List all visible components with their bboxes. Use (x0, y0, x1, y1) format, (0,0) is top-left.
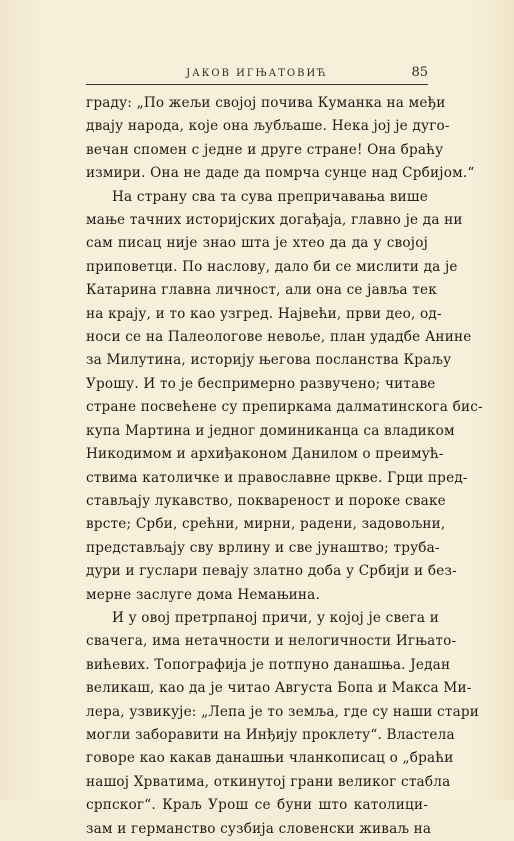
page-number: 85 (411, 65, 428, 80)
text-line: мање тачних историјских догађаја, главно је да ни (86, 212, 463, 229)
text-line: сам писац није знао шта је хтео да да у својој (86, 235, 428, 252)
text-line: двају народа, које она љубљаше. Нека јој је дуго- (86, 118, 450, 135)
text-line: На страну сва та сува препричавања више (112, 188, 428, 205)
text-line: И у овој претрпаној причи, у којој је свега и (112, 609, 439, 626)
paragraph-1 (86, 92, 475, 186)
text-line: српског“. Краљ Урош се буни што католици- (86, 797, 428, 814)
text-line: Катарина главна личност, али она се јавља тек (86, 282, 437, 299)
text-line: нашој Хрватима, откинутој грани великог стабла (86, 773, 451, 790)
paragraph-3 (86, 607, 480, 841)
text-line: зам и германство сузбија словенски живаљ на (86, 820, 432, 837)
text-line: великаш, као да је читао Августа Бопа и Макса Ми- (86, 680, 472, 697)
text-line: могли заборавити на Инђију проклету“. Властела (86, 726, 455, 743)
text-line: граду: „По жељи својој почива Куманка на међи (86, 95, 446, 111)
text-line: дури и гуслари певају златно доба у Србији и без- (86, 563, 457, 580)
text-line: говоре као какав данашњи чланкописац о „браћи (86, 750, 454, 767)
text-line: представљају сву врлину и све јунаштво; труба- (86, 539, 440, 556)
text-line: вечан спомен с једне и друге стране! Она браћу (86, 141, 444, 158)
text-line: свачега, има нетачности и нелогичности Игњато- (86, 633, 457, 650)
paragraph-2 (86, 186, 483, 607)
text-line: купа Мартина и једног доминиканца са владиком (86, 422, 455, 439)
page-body (86, 92, 483, 841)
text-line: на крају, и то као узгред. Највећи, први део, од- (86, 305, 442, 322)
text-line: врсте; Срби, срећни, мирни, радени, задовољни, (86, 516, 446, 533)
page-header (86, 56, 428, 85)
text-line: лера, узвикује: „Лепа је то земља, где су наши стари (86, 703, 480, 720)
text-line: носи се на Палеологове невоље, план удадбе Анине (86, 329, 472, 346)
running-title: ЈАКОВ ИГЊАТОВИЋ (186, 68, 328, 79)
text-line: вићевих. Топографија је потпуно данашња. Један (86, 656, 451, 673)
text-line: ствима католичке и православне цркве. Грци пред- (86, 469, 468, 486)
text-line: стављају лукавство, поквареност и пороке сваке (86, 492, 446, 509)
text-line: измири. Она не даде да помрча сунце над Србијом.“ (86, 165, 475, 182)
text-line: Урошу. И то је беспримерно развучено; читаве (86, 375, 436, 392)
text-line: стране посвећене су препиркама далматинскога бис- (86, 399, 483, 416)
text-line: Никодимом и архиђаконом Данилом о преимућ- (86, 446, 444, 463)
text-line: приповетци. По наслову, дало би се мислити да је (86, 258, 458, 275)
text-line: мерне заслуге дома Немањина. (86, 586, 320, 603)
text-line: за Милутина, историју његова посланства Краљу (86, 352, 452, 369)
